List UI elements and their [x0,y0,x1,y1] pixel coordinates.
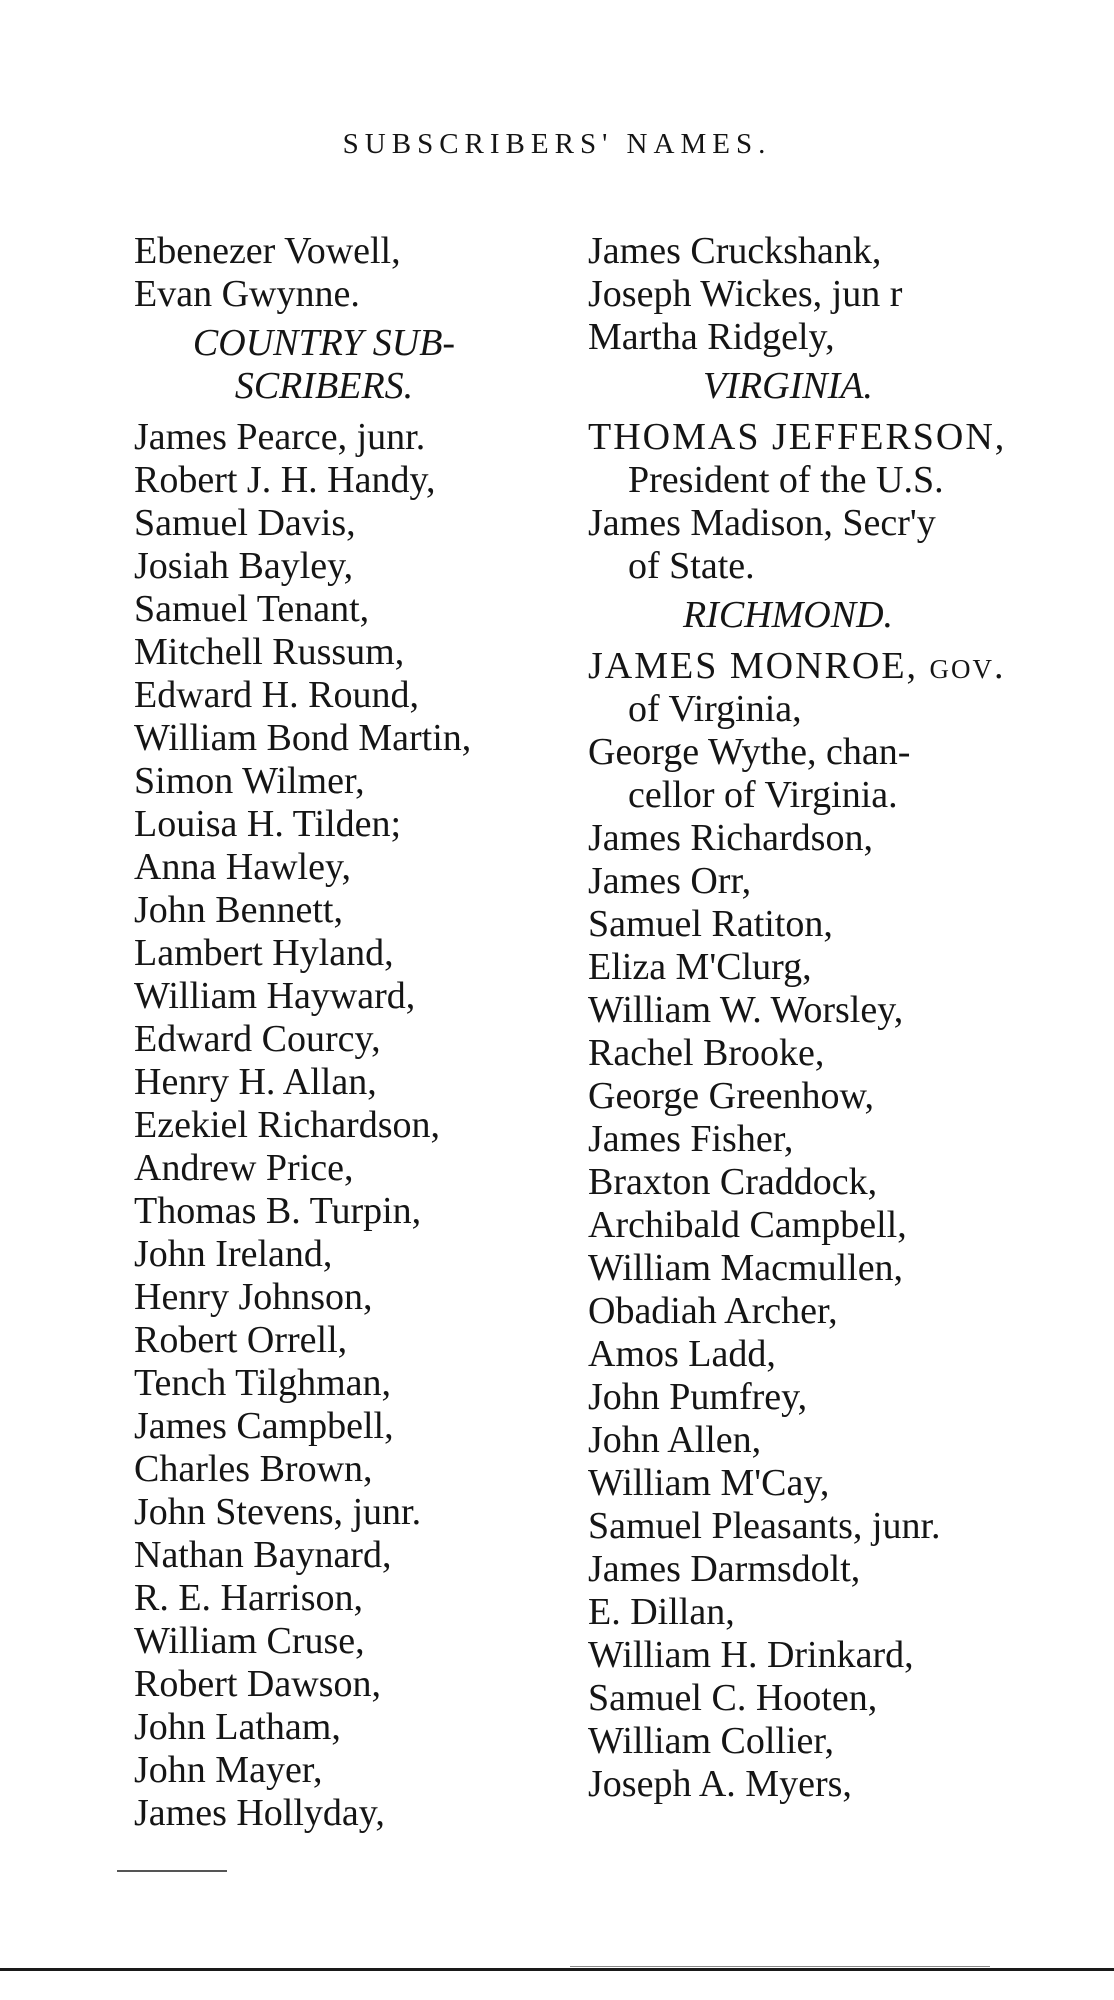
list-item: Samuel Pleasants, junr. [588,1505,941,1547]
list-item: Nathan Baynard, [134,1534,392,1576]
country-subscribers-list [134,416,564,1835]
list-item: James Orr, [588,860,752,902]
list-item: E. Dillan, [588,1591,735,1633]
list-item: Mitchell Russum, [134,631,405,673]
list-item: Henry H. Allan, [134,1061,377,1103]
list-item: Lambert Hyland, [134,932,394,974]
list-item: Thomas B. Turpin, [134,1190,422,1232]
page-title: SUBSCRIBERS' NAMES. [342,128,772,160]
list-item: James Richardson, [588,817,873,859]
right-margin-rule [570,1966,990,1967]
bottom-rule [0,1968,1114,1971]
list-item: James Hollyday, [134,1792,385,1834]
list-item: William M'Cay, [588,1462,830,1504]
section-heading-richmond: RICHMOND. [682,594,894,636]
list-item: Josiah Bayley, [134,545,354,587]
list-item: Evan Gwynne. [134,273,360,315]
list-item: James Madison, Secr'y [588,502,936,544]
list-item: John Bennett, [134,889,343,931]
list-item: Edward H. Round, [134,674,419,716]
list-item: R. E. Harrison, [134,1577,364,1619]
list-item: Eliza M'Clurg, [588,946,812,988]
list-item: Tench Tilghman, [134,1362,392,1404]
list-item: Obadiah Archer, [588,1290,838,1332]
list-item: William Cruse, [134,1620,365,1662]
list-item: Samuel C. Hooten, [588,1677,878,1719]
list-item: James Fisher, [588,1118,794,1160]
list-item: John Allen, [588,1419,762,1461]
list-item-continuation: President of the U.S. [628,459,944,501]
richmond-subscribers-list [588,817,1058,1806]
list-item: Rachel Brooke, [588,1032,825,1074]
list-item: Robert J. H. Handy, [134,459,436,501]
list-item: Louisa H. Tilden; [134,803,402,845]
left-column [134,230,564,1835]
list-item: Edward Courcy, [134,1018,381,1060]
list-item: James Darmsdolt, [588,1548,861,1590]
list-item: Ezekiel Richardson, [134,1104,441,1146]
list-item: James Campbell, [134,1405,394,1447]
list-item: Simon Wilmer, [134,760,365,802]
list-item: William H. Drinkard, [588,1634,914,1676]
list-item: William Macmullen, [588,1247,904,1289]
section-heading-virginia: VIRGINIA. [703,365,873,407]
list-item: William Bond Martin, [134,717,472,759]
list-item: William Collier, [588,1720,835,1762]
list-item: John Ireland, [134,1233,333,1275]
list-item: Amos Ladd, [588,1333,776,1375]
list-item: George Greenhow, [588,1075,874,1117]
list-item: Samuel Davis, [134,502,356,544]
list-item: JAMES MONROE, gov. [588,645,1006,687]
heading-line: COUNTRY SUB- [192,322,456,364]
list-item-continuation: cellor of Virginia. [628,774,898,816]
list-item: Robert Orrell, [134,1319,348,1361]
list-item: THOMAS JEFFERSON, [588,416,1007,458]
section-heading-country-subscribers [134,320,514,416]
list-item: Archibald Campbell, [588,1204,907,1246]
right-column [588,230,1058,1806]
list-item: John Pumfrey, [588,1376,808,1418]
list-item: Samuel Ratiton, [588,903,833,945]
list-item: George Wythe, chan- [588,731,911,773]
list-item: Henry Johnson, [134,1276,373,1318]
list-item: Joseph Wickes, jun r [588,273,903,315]
list-item: Robert Dawson, [134,1663,381,1705]
list-item-continuation: of State. [628,545,755,587]
list-item: Samuel Tenant, [134,588,370,630]
list-item: William W. Worsley, [588,989,904,1031]
list-item: Braxton Craddock, [588,1161,878,1203]
list-item: William Hayward, [134,975,416,1017]
list-item: John Mayer, [134,1749,323,1791]
list-item: James Pearce, junr. [134,416,426,458]
list-item: James Cruckshank, [588,230,882,272]
list-item: John Stevens, junr. [134,1491,422,1533]
list-item-continuation: of Virginia, [628,688,802,730]
list-item: John Latham, [134,1706,341,1748]
list-item: Charles Brown, [134,1448,373,1490]
list-item: Andrew Price, [134,1147,354,1189]
heading-line: SCRIBERS. [234,365,414,407]
list-item: Ebenezer Vowell, [134,230,401,272]
list-item: Martha Ridgely, [588,316,835,358]
list-item: Joseph A. Myers, [588,1763,852,1805]
left-margin-rule [117,1870,227,1872]
list-item: Anna Hawley, [134,846,352,888]
